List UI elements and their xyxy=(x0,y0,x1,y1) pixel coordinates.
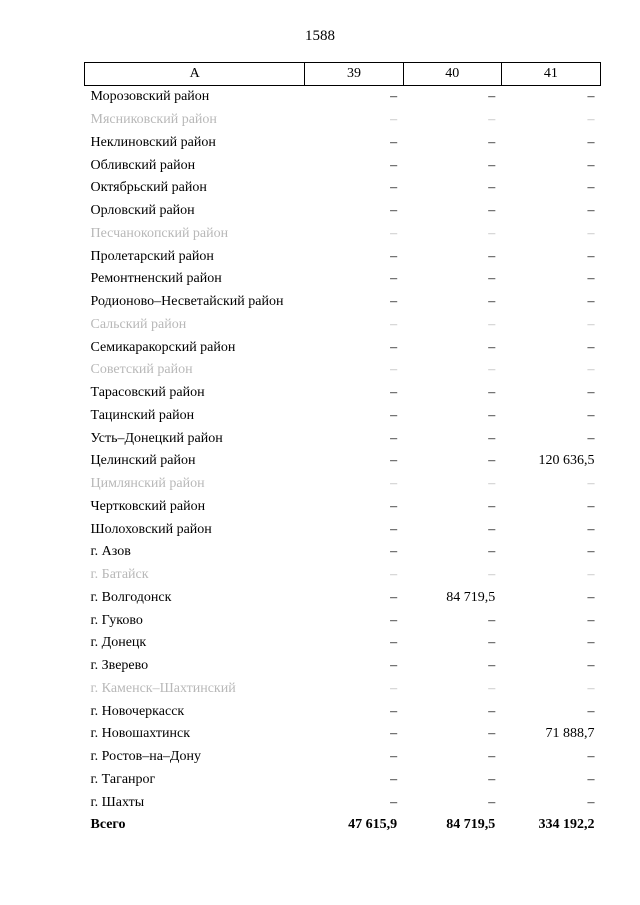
row-name: Семикаракорский район xyxy=(90,339,236,355)
row-name: Чертковский район xyxy=(90,498,206,514)
table-row xyxy=(85,291,601,314)
row-name: Ремонтненский район xyxy=(90,271,222,287)
value-col-39: – xyxy=(390,316,398,332)
table-row xyxy=(85,268,601,291)
value-col-41: – xyxy=(587,157,595,173)
value-col-40: – xyxy=(488,180,496,196)
value-col-40: – xyxy=(488,544,496,560)
table-row xyxy=(85,541,601,564)
row-name: г. Азов xyxy=(90,544,131,560)
value-col-40: – xyxy=(488,794,496,810)
row-name: г. Зверево xyxy=(90,658,149,674)
table-row xyxy=(85,405,601,428)
value-col-39: – xyxy=(390,703,398,719)
header-row xyxy=(85,63,601,86)
value-col-41: – xyxy=(587,635,595,651)
value-col-39: – xyxy=(390,203,398,219)
row-name: Неклиновский район xyxy=(90,134,216,150)
value-col-41: – xyxy=(587,134,595,150)
row-name: Сальский район xyxy=(90,316,187,332)
row-name: Цимлянский район xyxy=(90,476,205,492)
value-col-40: – xyxy=(488,453,496,469)
value-col-40: – xyxy=(488,771,496,787)
value-col-41: – xyxy=(587,112,595,128)
value-col-39: – xyxy=(390,612,398,628)
value-col-39: – xyxy=(390,430,398,446)
value-col-39: – xyxy=(390,476,398,492)
value-col-41: – xyxy=(587,658,595,674)
table-row xyxy=(85,518,601,541)
table-row xyxy=(85,132,601,155)
header-cell-a: А xyxy=(85,63,305,86)
row-name: г. Донецк xyxy=(90,635,147,651)
value-col-39: – xyxy=(390,271,398,287)
table-row xyxy=(85,223,601,246)
table-row xyxy=(85,632,601,655)
table-row xyxy=(85,473,601,496)
table-row xyxy=(85,564,601,587)
row-name: Обливский район xyxy=(90,157,196,173)
value-col-40: – xyxy=(488,134,496,150)
row-name: г. Батайск xyxy=(90,567,149,583)
row-name: г. Новочеркасск xyxy=(90,703,185,719)
value-col-40: – xyxy=(488,112,496,128)
value-col-40: – xyxy=(488,498,496,514)
value-col-40: – xyxy=(488,476,496,492)
row-name: г. Каменск–Шахтинский xyxy=(90,680,236,696)
value-col-41: – xyxy=(587,271,595,287)
value-col-39: – xyxy=(390,635,398,651)
value-col-40: 84 719,5 xyxy=(446,589,496,605)
value-col-41: 71 888,7 xyxy=(545,726,595,742)
value-col-39: – xyxy=(390,498,398,514)
table-row xyxy=(85,587,601,610)
value-col-41: – xyxy=(587,203,595,219)
total-col-41: 334 192,2 xyxy=(538,817,595,833)
value-col-41: – xyxy=(587,339,595,355)
value-col-41: – xyxy=(587,430,595,446)
row-name: Усть–Донецкий район xyxy=(90,430,223,446)
total-label: Всего xyxy=(90,817,126,833)
value-col-41: – xyxy=(587,362,595,378)
value-col-41: – xyxy=(587,612,595,628)
total-col-40: 84 719,5 xyxy=(446,817,496,833)
value-col-39: – xyxy=(390,680,398,696)
value-col-41: – xyxy=(587,248,595,264)
table-row xyxy=(85,496,601,519)
row-name: Песчанокопский район xyxy=(90,225,229,241)
table-row xyxy=(85,109,601,132)
row-name: Октябрьский район xyxy=(90,180,207,196)
header-cell-40: 40 xyxy=(403,63,501,86)
value-col-39: – xyxy=(390,567,398,583)
value-col-40: – xyxy=(488,430,496,446)
value-col-41: – xyxy=(587,544,595,560)
value-col-39: – xyxy=(390,112,398,128)
table-row xyxy=(85,86,601,109)
value-col-39: – xyxy=(390,658,398,674)
value-col-39: – xyxy=(390,362,398,378)
value-col-41: – xyxy=(587,89,595,105)
row-name: Мясниковский район xyxy=(90,112,217,128)
value-col-39: – xyxy=(390,180,398,196)
table-row xyxy=(85,336,601,359)
value-col-39: – xyxy=(390,407,398,423)
row-name: Шолоховский район xyxy=(90,521,212,537)
value-col-39: – xyxy=(390,453,398,469)
value-col-41: – xyxy=(587,567,595,583)
table-row xyxy=(85,359,601,382)
table-row xyxy=(85,177,601,200)
value-col-39: – xyxy=(390,771,398,787)
value-col-41: – xyxy=(587,771,595,787)
value-col-39: – xyxy=(390,521,398,537)
value-col-40: – xyxy=(488,248,496,264)
value-col-41: – xyxy=(587,316,595,332)
row-name: Пролетарский район xyxy=(90,248,214,264)
value-col-39: – xyxy=(390,794,398,810)
row-name: Родионово–Несветайский район xyxy=(90,294,284,310)
value-col-41: – xyxy=(587,794,595,810)
total-col-39: 47 615,9 xyxy=(348,817,398,833)
table-row xyxy=(85,746,601,769)
row-name: Целинский район xyxy=(90,453,196,469)
table-row xyxy=(85,678,601,701)
value-col-40: – xyxy=(488,385,496,401)
table-body xyxy=(85,86,601,837)
value-col-39: – xyxy=(390,248,398,264)
row-name: г. Ростов–на–Дону xyxy=(90,749,201,765)
table-row xyxy=(85,314,601,337)
value-col-40: – xyxy=(488,635,496,651)
value-col-39: – xyxy=(390,589,398,605)
value-col-41: – xyxy=(587,680,595,696)
value-col-40: – xyxy=(488,271,496,287)
value-col-39: – xyxy=(390,89,398,105)
value-col-39: – xyxy=(390,134,398,150)
value-col-39: – xyxy=(390,157,398,173)
table-row xyxy=(85,791,601,814)
row-name: Тарасовский район xyxy=(90,385,205,401)
value-col-41: – xyxy=(587,589,595,605)
value-col-40: – xyxy=(488,407,496,423)
value-col-40: – xyxy=(488,726,496,742)
row-name: Советский район xyxy=(90,362,193,378)
row-name: г. Таганрог xyxy=(90,771,156,787)
value-col-41: – xyxy=(587,225,595,241)
value-col-39: – xyxy=(390,225,398,241)
table-row xyxy=(85,200,601,223)
value-col-41: – xyxy=(587,385,595,401)
table-row xyxy=(85,154,601,177)
row-name: г. Волгодонск xyxy=(90,589,172,605)
table-row xyxy=(85,769,601,792)
page-number: 1588 xyxy=(305,28,335,44)
table-row xyxy=(85,723,601,746)
value-col-39: – xyxy=(390,294,398,310)
value-col-40: – xyxy=(488,567,496,583)
table-row xyxy=(85,382,601,405)
value-col-39: – xyxy=(390,749,398,765)
value-col-40: – xyxy=(488,89,496,105)
value-col-41: – xyxy=(587,521,595,537)
value-col-40: – xyxy=(488,203,496,219)
value-col-41: – xyxy=(587,407,595,423)
value-col-39: – xyxy=(390,726,398,742)
header-cell-39: 39 xyxy=(305,63,403,86)
value-col-41: – xyxy=(587,294,595,310)
value-col-39: – xyxy=(390,544,398,560)
row-name: г. Гуково xyxy=(90,612,143,628)
row-name: Тацинский район xyxy=(90,407,195,423)
value-col-41: 120 636,5 xyxy=(538,453,595,469)
table-row xyxy=(85,655,601,678)
value-col-40: – xyxy=(488,612,496,628)
table-row xyxy=(85,245,601,268)
row-name: Орловский район xyxy=(90,203,195,219)
value-col-40: – xyxy=(488,225,496,241)
value-col-41: – xyxy=(587,749,595,765)
value-col-40: – xyxy=(488,658,496,674)
value-col-40: – xyxy=(488,157,496,173)
value-col-41: – xyxy=(587,180,595,196)
value-col-40: – xyxy=(488,316,496,332)
value-col-41: – xyxy=(587,703,595,719)
value-col-41: – xyxy=(587,476,595,492)
row-name: г. Шахты xyxy=(90,794,145,810)
value-col-39: – xyxy=(390,385,398,401)
table-row xyxy=(85,700,601,723)
budget-table xyxy=(84,62,601,837)
table-header xyxy=(85,63,601,86)
value-col-40: – xyxy=(488,749,496,765)
table-row xyxy=(85,609,601,632)
total-row xyxy=(85,814,601,837)
table-row xyxy=(85,450,601,473)
value-col-40: – xyxy=(488,680,496,696)
value-col-40: – xyxy=(488,294,496,310)
value-col-40: – xyxy=(488,703,496,719)
value-col-39: – xyxy=(390,339,398,355)
header-cell-41: 41 xyxy=(501,63,600,86)
value-col-41: – xyxy=(587,498,595,514)
row-name: г. Новошахтинск xyxy=(90,726,191,742)
value-col-40: – xyxy=(488,362,496,378)
row-name: Морозовский район xyxy=(90,89,210,105)
value-col-40: – xyxy=(488,339,496,355)
value-col-40: – xyxy=(488,521,496,537)
table-row xyxy=(85,427,601,450)
